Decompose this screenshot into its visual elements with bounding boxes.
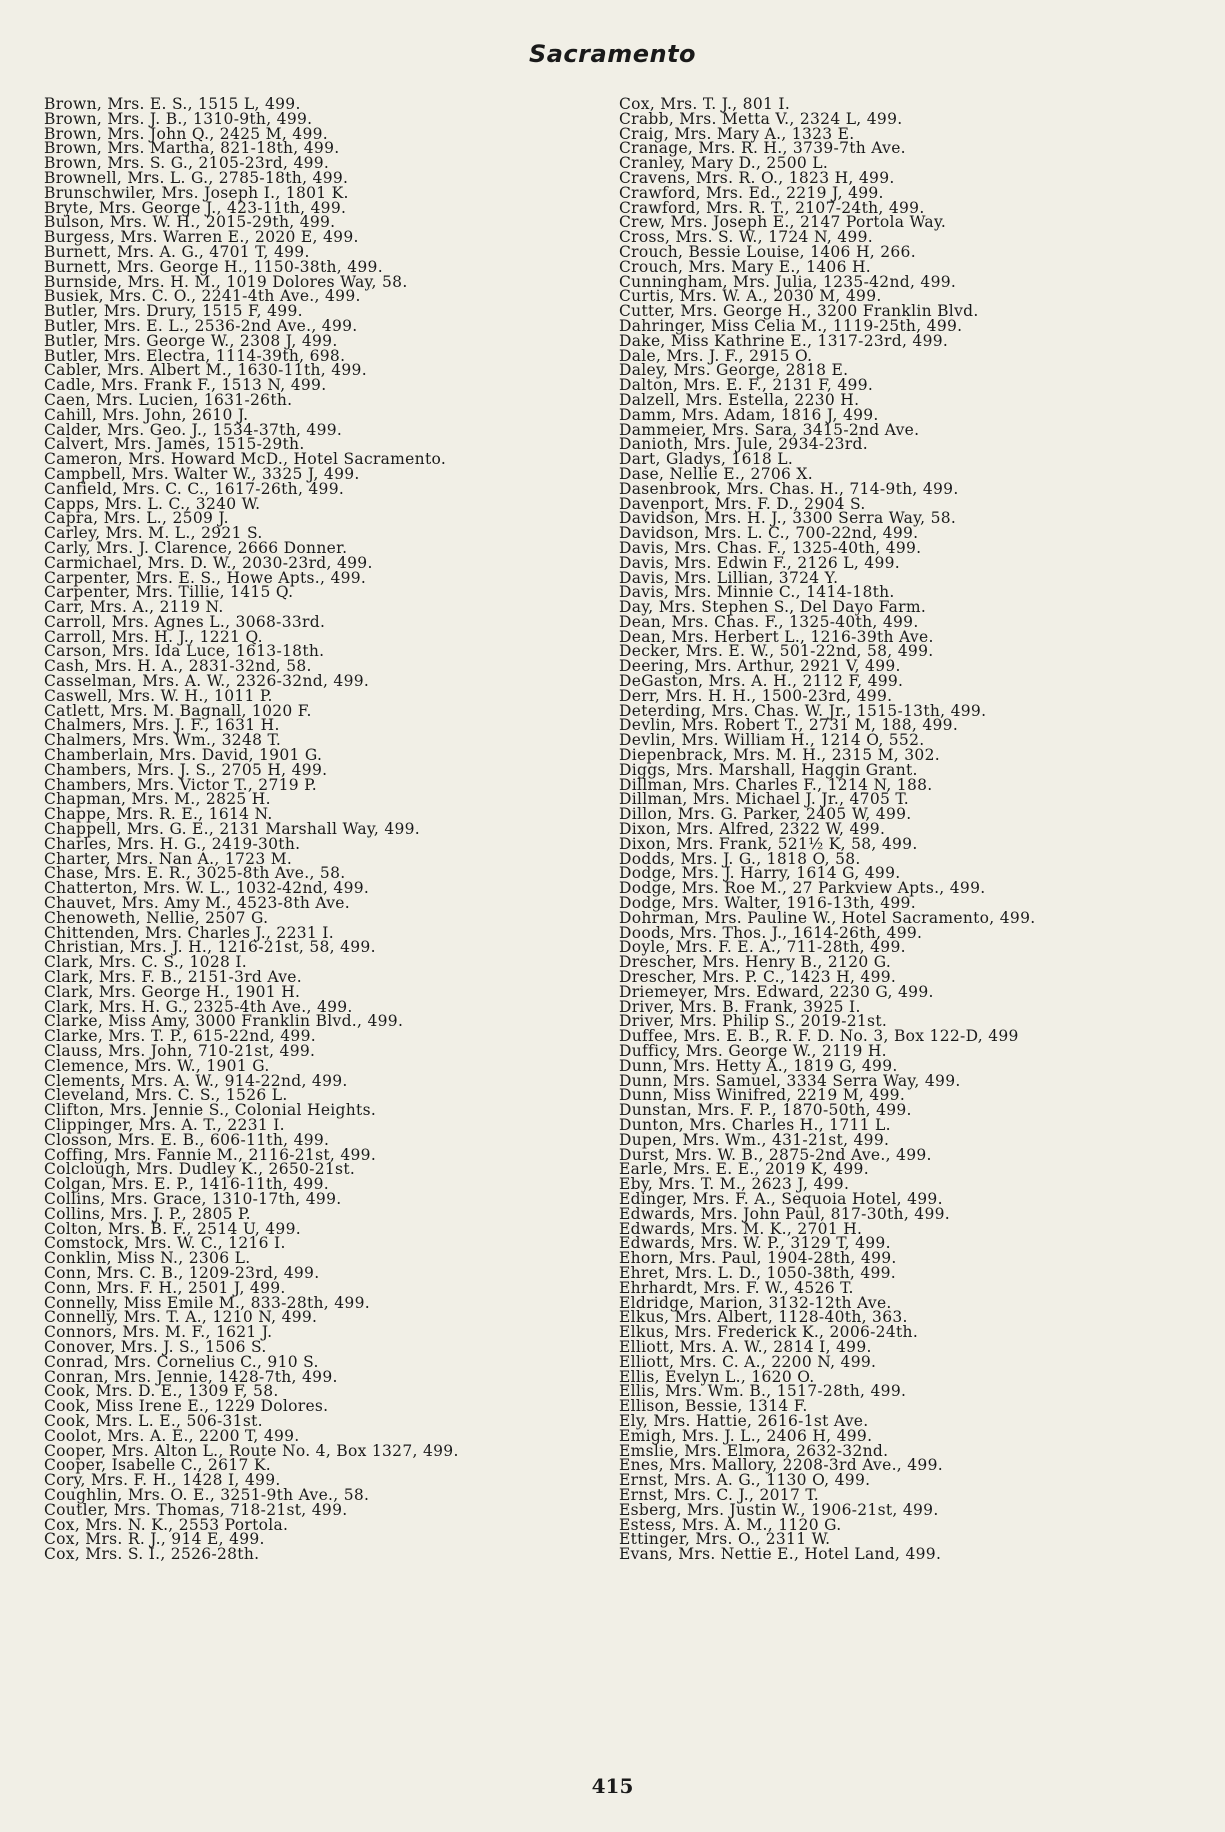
directory-entry: Butler, Mrs. George W., 2308 J, 499. (44, 331, 338, 350)
directory-entry: Dase, Nellie E., 2706 X. (619, 464, 813, 483)
directory-entry: Carmichael, Mrs. D. W., 2030-23rd, 499. (44, 553, 373, 572)
directory-entry: Clippinger, Mrs. A. T., 2231 I. (44, 1115, 285, 1134)
directory-entry: Crew, Mrs. Joseph E., 2147 Portola Way. (619, 213, 947, 232)
directory-entry: Carpenter, Mrs. E. S., Howe Apts., 499. (44, 568, 367, 587)
directory-entry: Esberg, Mrs. Justin W., 1906-21st, 499. (619, 1500, 939, 1519)
directory-entry: Calvert, Mrs. James, 1515-29th. (44, 435, 305, 454)
directory-entry: Cadle, Mrs. Frank F., 1513 N, 499. (44, 376, 327, 395)
directory-entry: Ellis, Mrs. Wm. B., 1517-28th, 499. (619, 1382, 907, 1401)
directory-entry: Dasenbrook, Mrs. Chas. H., 714-9th, 499. (619, 479, 959, 498)
directory-entry: Ehorn, Mrs. Paul, 1904-28th, 499. (619, 1249, 897, 1268)
directory-entry: Driver, Mrs. Philip S., 2019-21st. (619, 1012, 888, 1031)
directory-entry: Elliott, Mrs. A. W., 2814 I, 499. (619, 1337, 872, 1356)
directory-entry: Campbell, Mrs. Walter W., 3325 J, 499. (44, 464, 360, 483)
directory-entry: Davenport, Mrs. F. D., 2904 S. (619, 494, 866, 513)
right-column (619, 97, 1209, 1562)
directory-entry: Crawford, Mrs. R. T., 2107-24th, 499. (619, 198, 925, 217)
directory-entry: Edwards, Mrs. W. P., 3129 T, 499. (619, 1234, 891, 1253)
directory-entry: Dunstan, Mrs. F. P., 1870-50th, 499. (619, 1101, 912, 1120)
directory-entry: Chatterton, Mrs. W. L., 1032-42nd, 499. (44, 879, 370, 898)
directory-entry: Diepenbrack, Mrs. M. H., 2315 M, 302. (619, 746, 940, 765)
directory-entry: Bulson, Mrs. W. H., 2015-29th, 499. (44, 213, 336, 232)
left-column (44, 97, 599, 1562)
directory-entry: Crabb, Mrs. Metta V., 2324 L, 499. (619, 109, 903, 128)
directory-entry: Chalmers, Mrs. Wm., 3248 T. (44, 731, 282, 750)
directory-entry: Conover, Mrs. J. S., 1506 S. (44, 1337, 267, 1356)
directory-entry: Chauvet, Mrs. Amy M., 4523-8th Ave. (44, 894, 350, 913)
directory-entry: Davis, Mrs. Edwin F., 2126 L, 499. (619, 553, 901, 572)
directory-entry: Coolot, Mrs. A. E., 2200 T, 499. (44, 1426, 300, 1445)
directory-entry: Crawford, Mrs. Ed., 2219 J, 499. (619, 183, 884, 202)
directory-entry: Cooper, Mrs. Alton L., Route No. 4, Box 1327, 499. (44, 1441, 459, 1460)
directory-entry: Dunton, Mrs. Charles H., 1711 L. (619, 1115, 891, 1134)
directory-entry: Cabler, Mrs. Albert M., 1630-11th, 499. (44, 361, 367, 380)
directory-entry: Dunn, Miss Winifred, 2219 M, 499. (619, 1086, 906, 1105)
directory-entry: Estess, Mrs. A. M., 1120 G. (619, 1515, 842, 1534)
directory-entry: Caswell, Mrs. W. H., 1011 P. (44, 686, 273, 705)
directory-entry: Derr, Mrs. H. H., 1500-23rd, 499. (619, 686, 893, 705)
directory-entry: Brownell, Mrs. L. G., 2785-18th, 499. (44, 168, 349, 187)
directory-entry: Butler, Mrs. Electra, 1114-39th, 698. (44, 346, 346, 365)
directory-entry: Drescher, Mrs. Henry B., 2120 G. (619, 953, 892, 972)
directory-entry: Clark, Mrs. F. B., 2151-3rd Ave. (44, 968, 302, 987)
directory-entry: Chamberlain, Mrs. David, 1901 G. (44, 746, 323, 765)
directory-entry: Doyle, Mrs. F. E. A., 711-28th, 499. (619, 938, 906, 957)
directory-entry: Collins, Mrs. J. P., 2805 P. (44, 1204, 251, 1223)
directory-entry: Bryte, Mrs. George J., 423-11th, 499. (44, 198, 347, 217)
directory-entry: Edwards, Mrs. John Paul, 817-30th, 499. (619, 1204, 951, 1223)
directory-entry: Doods, Mrs. Thos. J., 1614-26th, 499. (619, 923, 923, 942)
directory-entry: Cravens, Mrs. R. O., 1823 H, 499. (619, 168, 895, 187)
directory-entry: Carpenter, Mrs. Tillie, 1415 Q. (44, 583, 294, 602)
directory-entry: Duffee, Mrs. E. B., R. F. D. No. 3, Box 122-D, 499 (619, 1027, 1019, 1046)
directory-entry: Ernst, Mrs. C. J., 2017 T. (619, 1485, 819, 1504)
directory-entry: Cash, Mrs. H. A., 2831-32nd, 58. (44, 657, 312, 676)
directory-entry: Burnside, Mrs. H. M., 1019 Dolores Way, 58. (44, 272, 408, 291)
directory-entry: Charter, Mrs. Nan A., 1723 M. (44, 849, 293, 868)
directory-entry: Casselman, Mrs. A. W., 2326-32nd, 499. (44, 672, 370, 691)
directory-entry: Cranley, Mary D., 2500 L. (619, 154, 829, 173)
directory-entry: Dahringer, Miss Celia M., 1119-25th, 499. (619, 316, 963, 335)
directory-entry: Craig, Mrs. Mary A., 1323 E. (619, 124, 855, 143)
directory-entry: Cook, Mrs. D. E., 1309 F, 58. (44, 1382, 279, 1401)
directory-entry: Butler, Mrs. E. L., 2536-2nd Ave., 499. (44, 316, 358, 335)
directory-entry: Clifton, Mrs. Jennie S., Colonial Heights. (44, 1101, 377, 1120)
directory-entry: Coutler, Mrs. Thomas, 718-21st, 499. (44, 1500, 348, 1519)
directory-entry: Carroll, Mrs. Agnes L., 3068-33rd. (44, 612, 326, 631)
directory-entry: Dillman, Mrs. Michael J. Jr., 4705 T. (619, 790, 909, 809)
directory-entry: Dillon, Mrs. G. Parker, 2405 W, 499. (619, 805, 912, 824)
directory-entry: Dalzell, Mrs. Estella, 2230 H. (619, 390, 860, 409)
directory-entry: Dalton, Mrs. E. F., 2131 F, 499. (619, 376, 874, 395)
directory-entry: Earle, Mrs. E. E., 2019 K, 499. (619, 1160, 869, 1179)
directory-entry: Conrad, Mrs. Cornelius C., 910 S. (44, 1352, 319, 1371)
directory-entry: Cox, Mrs. N. K., 2553 Portola. (44, 1515, 289, 1534)
directory-entry: Chambers, Mrs. Victor T., 2719 P. (44, 775, 317, 794)
directory-entry: Davidson, Mrs. H. J., 3300 Serra Way, 58. (619, 509, 957, 528)
directory-entry: Carroll, Mrs. H. J., 1221 Q. (44, 627, 263, 646)
directory-entry: Carley, Mrs. M. L., 2921 S. (44, 524, 263, 543)
directory-entry: Burnett, Mrs. George H., 1150-38th, 499. (44, 257, 383, 276)
directory-entry: Devlin, Mrs. Robert T., 2731 M, 188, 499. (619, 716, 959, 735)
directory-entry: Danioth, Mrs. Jule, 2934-23rd. (619, 435, 868, 454)
directory-entry: Conklin, Miss N., 2306 L. (44, 1249, 251, 1268)
directory-entry: Diggs, Mrs. Marshall, Haggin Grant. (619, 760, 918, 779)
directory-entry: Cory, Mrs. F. H., 1428 I, 499. (44, 1471, 281, 1490)
directory-entry: Chase, Mrs. E. R., 3025-8th Ave., 58. (44, 864, 346, 883)
directory-entry: Dodge, Mrs. J. Harry, 1614 G, 499. (619, 864, 901, 883)
directory-entry: Ehret, Mrs. L. D., 1050-38th, 499. (619, 1263, 897, 1282)
directory-entry: Cutter, Mrs. George H., 3200 Franklin Blvd. (619, 302, 979, 321)
directory-entry: Chambers, Mrs. J. S., 2705 H, 499. (44, 760, 328, 779)
directory-entry: Dart, Gladys, 1618 L. (619, 450, 794, 469)
directory-entry: Drescher, Mrs. P. C., 1423 H, 499. (619, 968, 897, 987)
directory-entry: Chittenden, Mrs. Charles J., 2231 I. (44, 923, 334, 942)
directory-entry: Cox, Mrs. R. J., 914 E, 499. (44, 1530, 265, 1549)
directory-entry: Cameron, Mrs. Howard McD., Hotel Sacramento. (44, 450, 447, 469)
directory-entry: Comstock, Mrs. W. C., 1216 I. (44, 1234, 286, 1253)
directory-entry: Dixon, Mrs. Alfred, 2322 W, 499. (619, 820, 886, 839)
directory-entry: Clauss, Mrs. John, 710-21st, 499. (44, 1042, 316, 1060)
directory-entry: Damm, Mrs. Adam, 1816 J, 499. (619, 405, 879, 424)
directory-entry: Crouch, Mrs. Mary E., 1406 H. (619, 257, 872, 276)
directory-entry: Cranage, Mrs. R. H., 3739-7th Ave. (619, 139, 906, 158)
directory-entry: Chalmers, Mrs. J. F., 1631 H. (44, 716, 280, 735)
directory-entry: Christian, Mrs. J. H., 1216-21st, 58, 499. (44, 938, 376, 957)
directory-entry: Clemence, Mrs. W., 1901 G. (44, 1056, 270, 1075)
directory-entry: Capra, Mrs. L., 2509 J. (44, 509, 229, 528)
page-title: Sacramento (528, 40, 697, 68)
directory-entry: Ehrhardt, Mrs. F. W., 4526 T. (619, 1278, 854, 1297)
directory-entry: Ellis, Evelyn L., 1620 O. (619, 1367, 815, 1386)
directory-entry: Ettinger, Mrs. O., 2311 W. (619, 1530, 831, 1549)
directory-entry: Caen, Mrs. Lucien, 1631-26th. (44, 390, 293, 409)
directory-entry: Crouch, Bessie Louise, 1406 H, 266. (619, 242, 916, 261)
directory-entry: Cook, Mrs. L. E., 506-31st. (44, 1411, 263, 1430)
directory-entry: Catlett, Mrs. M. Bagnall, 1020 F. (44, 701, 312, 720)
directory-entry: Clements, Mrs. A. W., 914-22nd, 499. (44, 1071, 348, 1090)
directory-entry: Clark, Mrs. H. G., 2325-4th Ave., 499. (44, 997, 353, 1016)
directory-entry: Clarke, Mrs. T. P., 615-22nd, 499. (44, 1027, 316, 1046)
directory-entry: Ellison, Bessie, 1314 F. (619, 1397, 808, 1416)
directory-entry: Eldridge, Marion, 3132-12th Ave. (619, 1293, 892, 1312)
directory-entry: Canfield, Mrs. C. C., 1617-26th, 499. (44, 479, 345, 498)
directory-entry: Curtis, Mrs. W. A., 2030 M, 499. (619, 287, 882, 306)
directory-entry: Burgess, Mrs. Warren E., 2020 E, 499. (44, 228, 359, 247)
directory-entry: Brown, Mrs. Martha, 821-18th, 499. (44, 139, 340, 158)
directory-entry: Conn, Mrs. F. H., 2501 J, 499. (44, 1278, 286, 1297)
directory-entry: Daley, Mrs. George, 2818 E. (619, 361, 849, 380)
directory-entry: Dake, Miss Kathrine E., 1317-23rd, 499. (619, 331, 949, 350)
directory-entry: Dodge, Mrs. Roe M., 27 Parkview Apts., 499. (619, 879, 986, 898)
directory-entry: Cross, Mrs. S. W., 1724 N, 499. (619, 228, 873, 247)
directory-entry: Cooper, Isabelle C., 2617 K. (44, 1456, 271, 1475)
directory-entry: Dillman, Mrs. Charles F., 1214 N, 188. (619, 775, 933, 794)
directory-entry: Ely, Mrs. Hattie, 2616-1st Ave. (619, 1411, 869, 1430)
directory-entry: Emigh, Mrs. J. L., 2406 H, 499. (619, 1426, 873, 1445)
directory-entry: Chappe, Mrs. R. E., 1614 N. (44, 805, 273, 824)
directory-entry: Cunningham, Mrs. Julia, 1235-42nd, 499. (619, 272, 957, 291)
directory-entry: Dupen, Mrs. Wm., 431-21st, 499. (619, 1130, 890, 1149)
directory-entry: Brunschwiler, Mrs. Joseph I., 1801 K. (44, 183, 349, 202)
directory-entry: Edinger, Mrs. F. A., Sequoia Hotel, 499. (619, 1189, 943, 1208)
directory-entry: Closson, Mrs. E. B., 606-11th, 499. (44, 1130, 330, 1149)
directory-entry: Connors, Mrs. M. F., 1621 J. (44, 1323, 273, 1342)
directory-entry: Davidson, Mrs. L. C., 700-22nd, 499. (619, 524, 919, 543)
directory-entry: Dale, Mrs. J. F., 2915 O. (619, 346, 813, 365)
directory-entry: Coughlin, Mrs. O. E., 3251-9th Ave., 58. (44, 1485, 370, 1504)
directory-entry: Charles, Mrs. H. G., 2419-30th. (44, 834, 301, 853)
directory-entry: Cox, Mrs. S. I., 2526-28th. (44, 1545, 260, 1564)
directory-entry: Colgan, Mrs. E. P., 1416-11th, 499. (44, 1175, 329, 1194)
directory-entry: Eby, Mrs. T. M., 2623 J, 499. (619, 1175, 850, 1194)
directory-entry: Brown, Mrs. E. S., 1515 L, 499. (44, 95, 301, 113)
directory-entry: Chappell, Mrs. G. E., 2131 Marshall Way, 499. (44, 820, 421, 839)
directory-entry: Carly, Mrs. J. Clarence, 2666 Donner. (44, 538, 348, 557)
directory-entry: Cahill, Mrs. John, 2610 J. (44, 405, 249, 424)
directory-entry: DeGaston, Mrs. A. H., 2112 F, 499. (619, 672, 904, 691)
directory-entry: Conran, Mrs. Jennie, 1428-7th, 499. (44, 1367, 338, 1386)
directory-entry: Dohrman, Mrs. Pauline W., Hotel Sacramento, 499. (619, 908, 1036, 927)
directory-entry: Dammeier, Mrs. Sara, 3415-2nd Ave. (619, 420, 920, 439)
directory-entry: Collins, Mrs. Grace, 1310-17th, 499. (44, 1189, 342, 1208)
directory-entry: Edwards, Mrs. M. K., 2701 H. (619, 1219, 863, 1238)
directory-entry: Dodge, Mrs. Walter, 1916-13th, 499. (619, 894, 916, 913)
directory-entry: Deering, Mrs. Arthur, 2921 V, 499. (619, 657, 901, 676)
directory-entry: Decker, Mrs. E. W., 501-22nd, 58, 499. (619, 642, 934, 661)
directory-entry: Butler, Mrs. Drury, 1515 F, 499. (44, 302, 303, 321)
directory-entry: Cook, Miss Irene E., 1229 Dolores. (44, 1397, 329, 1416)
directory-entry: Clark, Mrs. C. S., 1028 I. (44, 953, 248, 972)
directory-entry: Capps, Mrs. L. C., 3240 W. (44, 494, 261, 513)
directory-entry: Calder, Mrs. Geo. J., 1534-37th, 499. (44, 420, 343, 439)
directory-entry: Dunn, Mrs. Samuel, 3334 Serra Way, 499. (619, 1071, 961, 1090)
directory-entry: Emslie, Mrs. Elmora, 2632-32nd. (619, 1441, 889, 1460)
directory-entry: Carr, Mrs. A., 2119 N. (44, 598, 224, 617)
directory-entry: Evans, Mrs. Nettie E., Hotel Land, 499. (619, 1545, 942, 1564)
directory-entry: Dixon, Mrs. Frank, 521½ K, 58, 499. (619, 834, 918, 853)
directory-entry: Connelly, Mrs. T. A., 1210 N, 499. (44, 1308, 318, 1327)
directory-entry: Burnett, Mrs. A. G., 4701 T, 499. (44, 242, 310, 261)
directory-entry: Coffing, Mrs. Fannie M., 2116-21st, 499. (44, 1145, 377, 1164)
directory-entry: Deterding, Mrs. Chas. W. Jr., 1515-13th, 499. (619, 701, 987, 720)
directory-entry: Devlin, Mrs. William H., 1214 O, 552. (619, 731, 925, 750)
directory-entry: Dean, Mrs. Chas. F., 1325-40th, 499. (619, 612, 919, 631)
directory-entry: Davis, Mrs. Chas. F., 1325-40th, 499. (619, 538, 922, 557)
directory-entry: Busiek, Mrs. C. O., 2241-4th Ave., 499. (44, 287, 361, 306)
directory-entry: Carson, Mrs. Ida Luce, 1613-18th. (44, 642, 325, 661)
directory-entry: Ernst, Mrs. A. G., 1130 O, 499. (619, 1471, 871, 1490)
directory-entry: Enes, Mrs. Mallory, 2208-3rd Ave., 499. (619, 1456, 943, 1475)
directory-entry: Driver, Mrs. B. Frank, 3925 I. (619, 997, 861, 1016)
directory-entry: Chenoweth, Nellie, 2507 G. (44, 908, 269, 927)
directory-entry: Elkus, Mrs. Frederick K., 2006-24th. (619, 1323, 919, 1342)
directory-entry: Davis, Mrs. Lillian, 3724 Y. (619, 568, 839, 587)
directory-entry: Clark, Mrs. George H., 1901 H. (44, 982, 301, 1001)
directory-entry: Brown, Mrs. S. G., 2105-23rd, 499. (44, 154, 330, 173)
directory-entry: Elliott, Mrs. C. A., 2200 N, 499. (619, 1352, 877, 1371)
directory-entry: Brown, Mrs. J. B., 1310-9th, 499. (44, 109, 313, 128)
directory-entry: Colton, Mrs. B. F., 2514 U, 499. (44, 1219, 301, 1238)
directory-entry: Davis, Mrs. Minnie C., 1414-18th. (619, 583, 895, 602)
directory-entry: Dean, Mrs. Herbert L., 1216-39th Ave. (619, 627, 934, 646)
directory-entry: Cleveland, Mrs. C. S., 1526 L. (44, 1086, 288, 1105)
directory-entry: Colclough, Mrs. Dudley K., 2650-21st. (44, 1160, 356, 1179)
directory-entry: Elkus, Mrs. Albert, 1128-40th, 363. (619, 1308, 908, 1327)
directory-entry: Day, Mrs. Stephen S., Del Dayo Farm. (619, 598, 927, 617)
directory-entry: Conn, Mrs. C. B., 1209-23rd, 499. (44, 1263, 320, 1282)
directory-entry: Durst, Mrs. W. B., 2875-2nd Ave., 499. (619, 1145, 932, 1164)
directory-entry: Dodds, Mrs. J. G., 1818 O, 58. (619, 849, 861, 868)
directory-entry: Connelly, Miss Emile M., 833-28th, 499. (44, 1293, 370, 1312)
directory-entry: Chapman, Mrs. M., 2825 H. (44, 790, 271, 809)
page-number: 415 (591, 1774, 634, 1798)
directory-entry: Dunn, Mrs. Hetty A., 1819 G, 499. (619, 1056, 898, 1075)
directory-entry: Driemeyer, Mrs. Edward, 2230 G, 499. (619, 982, 934, 1001)
directory-entry: Brown, Mrs. John Q., 2425 M, 499. (44, 124, 328, 143)
directory-entry: Cox, Mrs. T. J., 801 I. (619, 95, 791, 113)
directory-entry: Clarke, Miss Amy, 3000 Franklin Blvd., 499. (44, 1012, 404, 1031)
directory-entry: Dufficy, Mrs. George W., 2119 H. (619, 1042, 887, 1060)
